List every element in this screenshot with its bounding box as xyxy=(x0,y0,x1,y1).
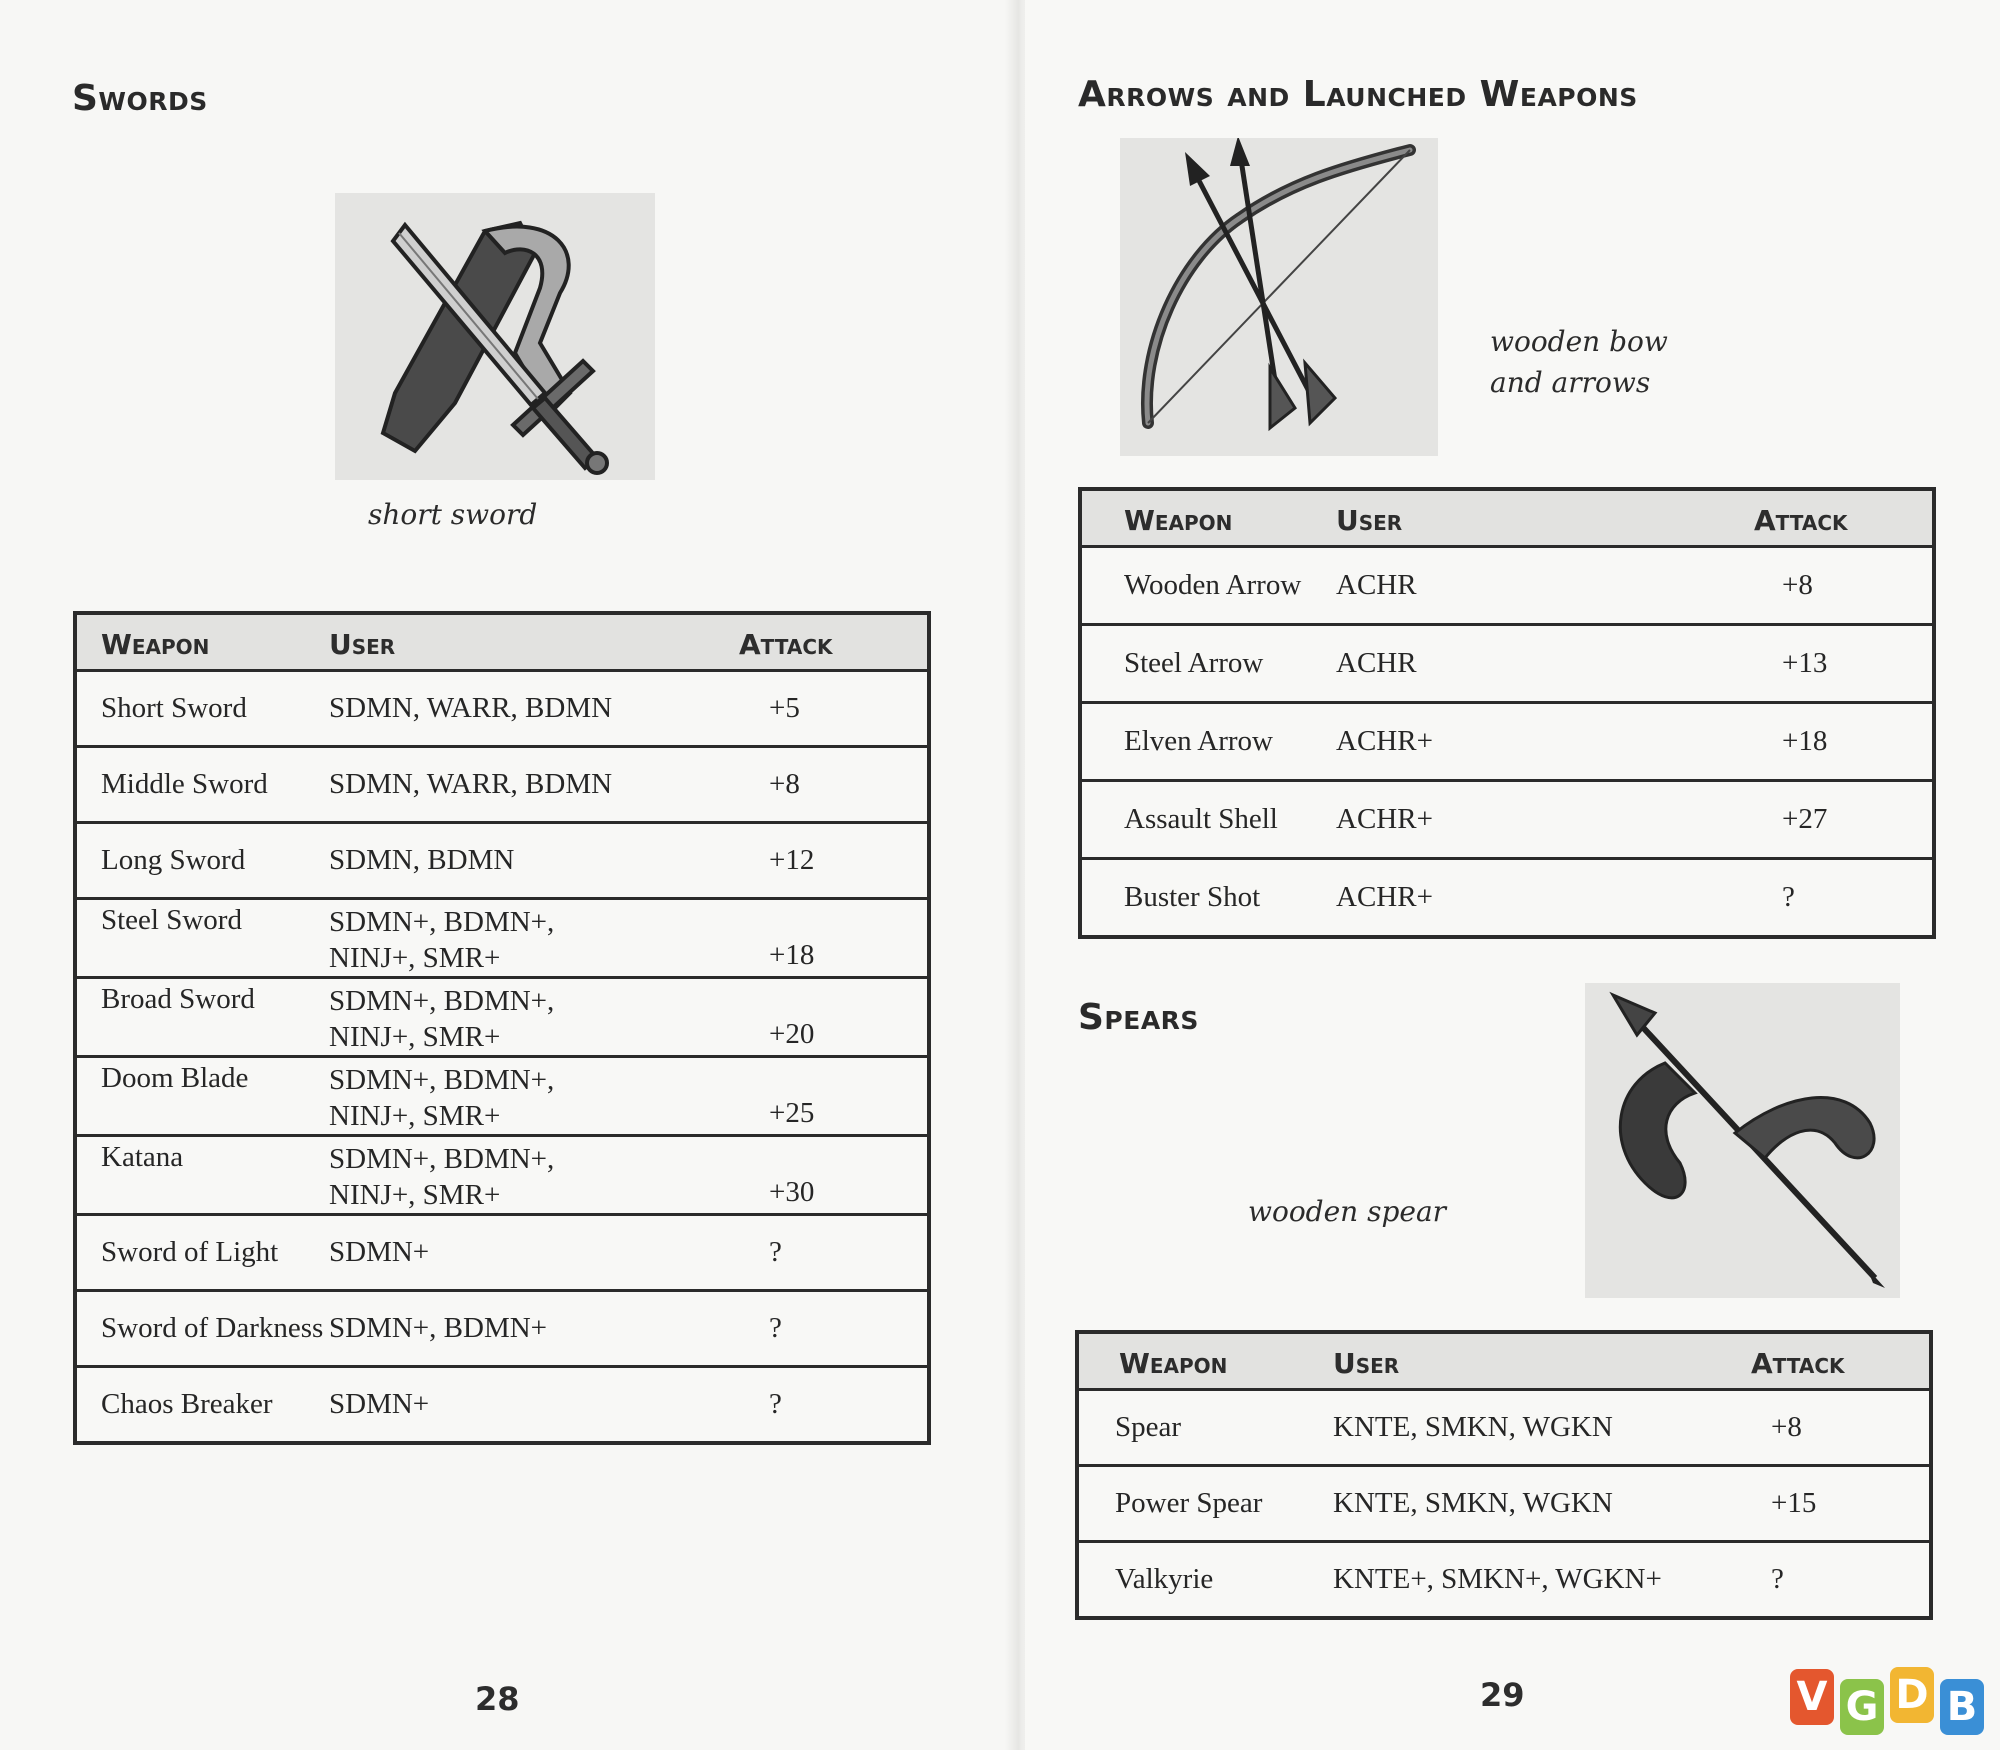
attack-value-cell: +5 xyxy=(729,671,929,747)
table-row xyxy=(75,747,929,823)
attack-value-cell: ? xyxy=(729,1291,929,1367)
user-classes-line1: SDMN+, BDMN+ xyxy=(329,1312,548,1344)
user-classes-line1: ACHR xyxy=(1336,647,1417,679)
spears-table xyxy=(1075,1330,1933,1620)
watermark-letter-d: D xyxy=(1890,1667,1934,1723)
spears-heading: Spears xyxy=(1078,997,1199,1038)
attack-value-cell: ? xyxy=(729,1215,929,1291)
weapon-name-cell: Spear xyxy=(1077,1390,1333,1466)
short-sword-illustration xyxy=(335,193,655,480)
user-classes-cell xyxy=(1333,1390,1731,1466)
weapon-name-cell: Valkyrie xyxy=(1115,1562,1214,1595)
col-header-attack: Attack xyxy=(1731,1332,1931,1390)
user-classes-line1: SDMN+, BDMN+, xyxy=(329,906,555,938)
table-row xyxy=(1080,703,1934,781)
table-row xyxy=(75,899,929,978)
attack-value-cell: ? xyxy=(769,1387,782,1420)
bow-caption-line2: and arrows xyxy=(1490,365,1651,399)
attack-value-cell: +18 xyxy=(729,899,929,978)
table-row xyxy=(75,1367,929,1443)
table-header-row xyxy=(1077,1332,1931,1390)
table-row xyxy=(75,1215,929,1291)
page-number-left: 28 xyxy=(475,1680,520,1718)
weapon-name-cell: Short Sword xyxy=(75,671,329,747)
weapon-name-cell: Assault Shell xyxy=(1080,781,1336,859)
user-classes-cell xyxy=(329,1136,729,1215)
weapon-name-cell: Doom Blade xyxy=(75,1057,329,1136)
user-classes-line2: NINJ+, SMR+ xyxy=(329,1021,501,1053)
attack-value-cell: +15 xyxy=(1731,1466,1931,1542)
bow-caption xyxy=(1490,322,1668,403)
weapon-name-cell: Power Spear xyxy=(1077,1466,1333,1542)
table-row xyxy=(75,1291,929,1367)
attack-value-cell: ? xyxy=(1771,1562,1784,1595)
user-classes-line1: SDMN+, BDMN+, xyxy=(329,1143,555,1175)
bow-caption-line1: wooden bow xyxy=(1490,325,1668,358)
bow-and-arrows-illustration xyxy=(1120,138,1438,456)
weapon-name-cell: Sword of Darkness xyxy=(75,1291,329,1367)
table-row xyxy=(1077,1466,1931,1542)
attack-value-cell: +25 xyxy=(729,1057,929,1136)
user-classes-cell xyxy=(329,978,729,1057)
user-classes-cell xyxy=(1336,781,1734,859)
weapon-name-cell: Steel Arrow xyxy=(1080,625,1336,703)
table-row xyxy=(75,671,929,747)
user-classes-line1: SDMN, WARR, BDMN xyxy=(329,768,613,800)
col-header-user: User xyxy=(1336,489,1734,547)
attack-value-cell: +8 xyxy=(1734,547,1934,625)
watermark-letter-v: V xyxy=(1790,1669,1834,1725)
weapon-name-cell: Middle Sword xyxy=(75,747,329,823)
user-classes-cell xyxy=(329,1291,729,1367)
user-classes-line1: ACHR xyxy=(1336,569,1417,601)
user-classes-line1: SDMN, BDMN xyxy=(329,844,515,876)
arrows-table xyxy=(1078,487,1936,939)
spear-illustration xyxy=(1585,983,1900,1298)
col-header-user: User xyxy=(329,613,729,671)
attack-value-cell: +13 xyxy=(1734,625,1934,703)
attack-value-cell: ? xyxy=(1782,880,1795,913)
table-header-row xyxy=(75,613,929,671)
table-row xyxy=(1080,625,1934,703)
weapon-name-cell: Long Sword xyxy=(75,823,329,899)
attack-value-cell: +8 xyxy=(1731,1390,1931,1466)
user-classes-cell xyxy=(329,747,729,823)
weapon-name-cell: Sword of Light xyxy=(75,1215,329,1291)
weapon-name-cell: Chaos Breaker xyxy=(101,1387,273,1420)
attack-value-cell: +12 xyxy=(729,823,929,899)
user-classes-cell xyxy=(1336,625,1734,703)
page-number-right: 29 xyxy=(1480,1676,1525,1714)
user-classes-cell xyxy=(329,823,729,899)
user-classes-line1: KNTE, SMKN, WGKN xyxy=(1333,1411,1613,1443)
user-classes-line1: SDMN+, BDMN+, xyxy=(329,985,555,1017)
watermark-letter-b: B xyxy=(1940,1679,1984,1735)
user-classes-cell xyxy=(329,1367,729,1443)
user-classes-cell xyxy=(329,1215,729,1291)
weapon-name-cell: Elven Arrow xyxy=(1080,703,1336,781)
user-classes-line2: NINJ+, SMR+ xyxy=(329,1100,501,1132)
user-classes-cell xyxy=(1336,547,1734,625)
attack-value-cell: +27 xyxy=(1734,781,1934,859)
col-header-weapon: Weapon xyxy=(1080,489,1336,547)
attack-value-cell: +30 xyxy=(729,1136,929,1215)
attack-value-cell: +20 xyxy=(729,978,929,1057)
attack-value-cell: +18 xyxy=(1734,703,1934,781)
col-header-attack: Attack xyxy=(729,613,929,671)
weapon-name-cell: Wooden Arrow xyxy=(1080,547,1336,625)
user-classes-line2: NINJ+, SMR+ xyxy=(329,942,501,974)
short-sword-caption: short sword xyxy=(368,498,538,531)
table-row xyxy=(1077,1390,1931,1466)
weapon-name-cell: Buster Shot xyxy=(1124,880,1261,913)
user-classes-line1: ACHR+ xyxy=(1336,803,1433,835)
weapon-name-cell: Steel Sword xyxy=(75,899,329,978)
user-classes-line1: SDMN+, BDMN+, xyxy=(329,1064,555,1096)
user-classes-cell xyxy=(1336,703,1734,781)
table-row xyxy=(1080,547,1934,625)
attack-value-cell: +8 xyxy=(729,747,929,823)
user-classes-cell xyxy=(1333,1466,1731,1542)
user-classes-cell xyxy=(329,1057,729,1136)
weapon-name-cell: Katana xyxy=(75,1136,329,1215)
vgdb-watermark-logo xyxy=(1790,1665,1990,1741)
user-classes-line1: ACHR+ xyxy=(1336,725,1433,757)
user-classes-line2: NINJ+, SMR+ xyxy=(329,1179,501,1211)
table-row xyxy=(75,978,929,1057)
user-classes-cell xyxy=(1336,859,1734,937)
table-header-row xyxy=(1080,489,1934,547)
user-classes-line1: SDMN+ xyxy=(329,1387,430,1420)
table-row xyxy=(1077,1542,1931,1618)
swords-table xyxy=(73,611,931,1445)
col-header-attack: Attack xyxy=(1734,489,1934,547)
col-header-weapon: Weapon xyxy=(75,613,329,671)
table-row xyxy=(1080,781,1934,859)
user-classes-line1: SDMN+ xyxy=(329,1236,430,1268)
user-classes-line1: ACHR+ xyxy=(1336,880,1433,913)
user-classes-line1: SDMN, WARR, BDMN xyxy=(329,692,613,724)
watermark-letter-g: G xyxy=(1840,1679,1884,1735)
spear-caption: wooden spear xyxy=(1248,1195,1447,1228)
table-row xyxy=(75,823,929,899)
col-header-user: User xyxy=(1333,1332,1731,1390)
user-classes-line1: KNTE, SMKN, WGKN xyxy=(1333,1487,1613,1519)
table-row xyxy=(75,1136,929,1215)
table-row xyxy=(75,1057,929,1136)
user-classes-cell xyxy=(329,899,729,978)
table-row xyxy=(1080,859,1934,937)
user-classes-cell xyxy=(1333,1542,1731,1618)
arrows-heading: Arrows and Launched Weapons xyxy=(1078,74,1638,115)
user-classes-line1: KNTE+, SMKN+, WGKN+ xyxy=(1333,1562,1662,1595)
weapon-name-cell: Broad Sword xyxy=(75,978,329,1057)
col-header-weapon: Weapon xyxy=(1077,1332,1333,1390)
swords-heading: Swords xyxy=(72,78,208,119)
user-classes-cell xyxy=(329,671,729,747)
